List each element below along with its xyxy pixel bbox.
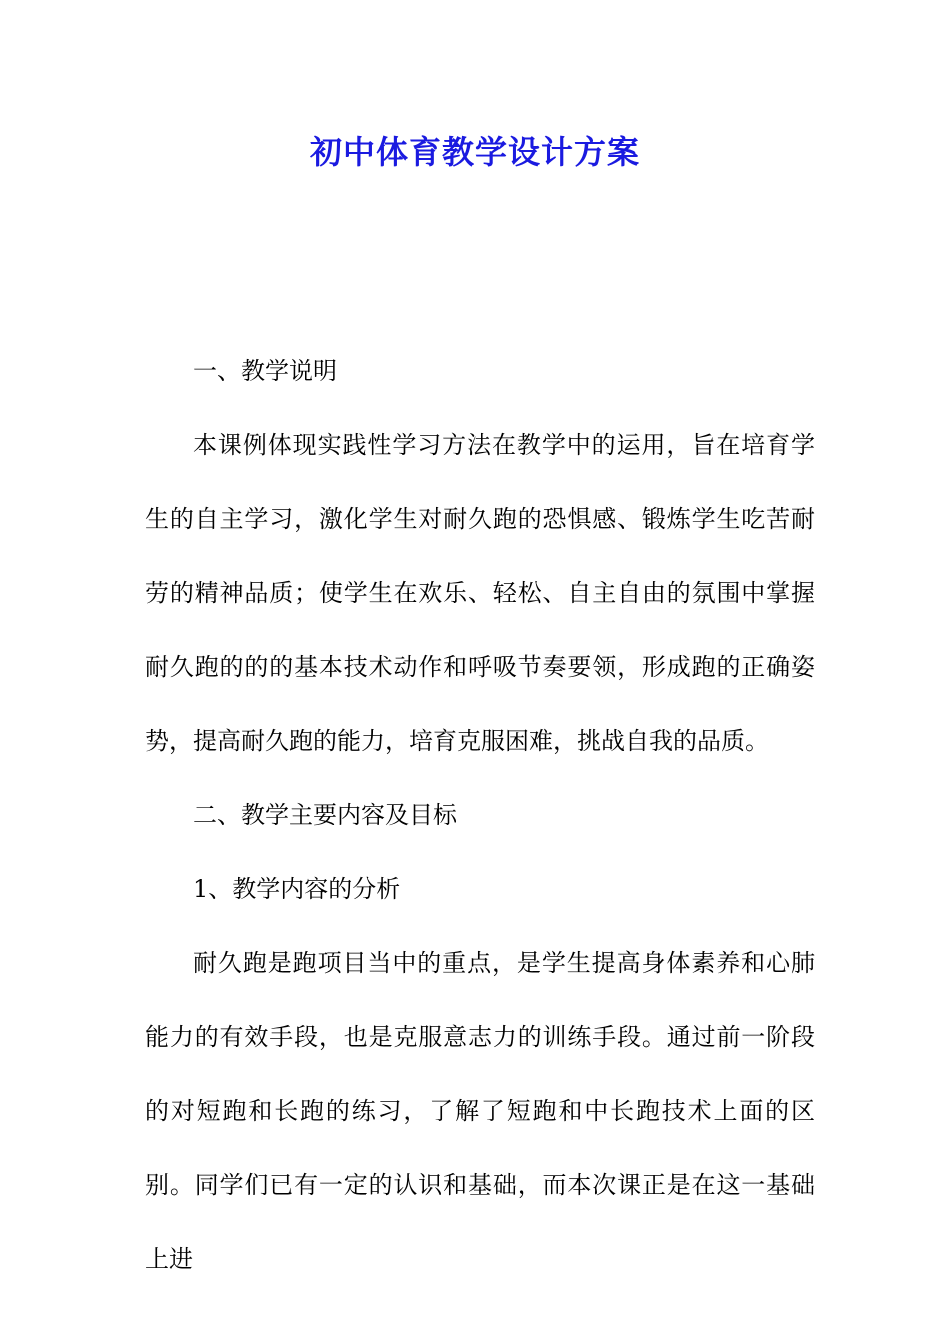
paragraph-content-analysis: 耐久跑是跑项目当中的重点，是学生提高身体素养和心肺能力的有效手段，也是克服意志力的训练手段。通过前一阶段的对短跑和长跑的练习，了解了短跑和中长跑技术上面的区别。同学们已有一定的认识和基础，而本次课正是在这一基础上进 bbox=[145, 949, 815, 1273]
subsection-heading-content-analysis: 1、教学内容的分析 bbox=[193, 875, 401, 903]
document-body bbox=[145, 334, 815, 1296]
paragraph-teaching-notes: 本课例体现实践性学习方法在教学中的运用，旨在培育学生的自主学习，激化学生对耐久跑的恐惧感、锻炼学生吃苦耐劳的精神品质；使学生在欢乐、轻松、自主自由的氛围中掌握耐久跑的的的基本技术动作和呼吸节奏要领，形成跑的正确姿势，提高耐久跑的能力，培育克服困难，挑战自我的品质。 bbox=[145, 431, 815, 755]
section-heading-content-goals: 二、教学主要内容及目标 bbox=[193, 801, 457, 829]
document-title: 初中体育教学设计方案 bbox=[309, 133, 640, 171]
section-heading-teaching-notes: 一、教学说明 bbox=[193, 357, 337, 385]
